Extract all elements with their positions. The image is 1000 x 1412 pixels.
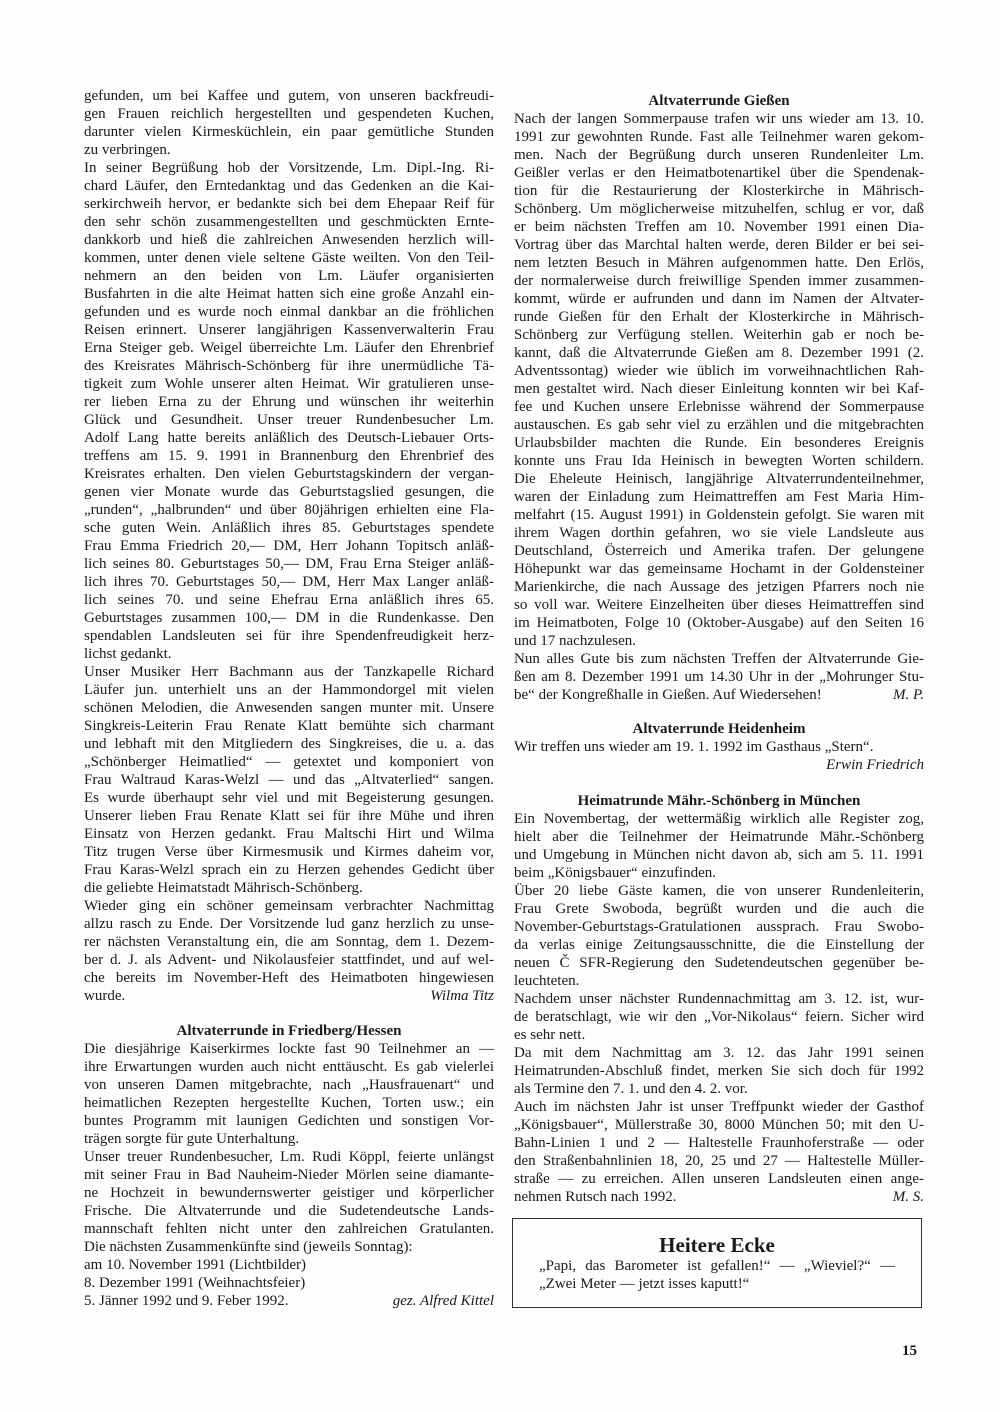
text-line: Busfahrten in die alte Heimat hatten sich eine große Anzahl ein- [84,286,494,302]
paragraph [514,1044,924,1098]
text-line: Geißler verlas er den Heimatbotenartikel über die Spendenak- [514,165,924,181]
text-line: konnte uns Frau Ida Heinisch in bewegten Worten schildern. [514,453,924,469]
box-line: „Papi, das Barometer ist gefallen!“ — „Wieviel?“ — [539,1258,895,1274]
line-text: wurde. [84,988,126,1004]
heitere-ecke-box [512,1218,922,1308]
text-line: kommen, unter denen viele seltene Gäste weilten. Von den Teil- [84,250,494,266]
text-line: mannschaft fehlten nicht unter den zahlreichen Gratulanten. [84,1221,494,1237]
text-line: Geburtstages zusammen 100,— DM in die Rundenkasse. Den [84,610,494,626]
text-line: Singkreis-Leiterin Frau Renate Klatt bemühte sich charmant [84,718,494,734]
text-line: Unser treuer Rundenbesucher, Lm. Rudi Köppl, feierte unlängst [84,1149,494,1165]
text-line: trägen sorgte für gute Unterhaltung. [84,1131,300,1147]
text-line: melfahrt (15. August 1991) in Goldenstein gefolgt. Sie waren mit [514,507,924,523]
text-line: mit seiner Frau in Bad Nauheim-Nieder Mörlen seine diamante- [84,1167,494,1183]
text-line: lichst gedankt. [84,646,172,662]
page-number: 15 [902,1343,917,1359]
text-line: Einsatz von Herzen gedankt. Frau Maltschi Hirt und Wilma [84,826,494,842]
text-line: ne Hochzeit in bewundernswerter geistiger und körperlicher [84,1185,494,1201]
paragraph [84,87,494,159]
text-line: „Schönberger Heimatlied“ — getextet und komponiert von [84,754,494,770]
text-line: des Kreisrates Mährisch-Schönberg für ihre unermüdliche Tä- [84,358,494,374]
text-line: lich ihres 70. Geburtstages 50,— DM, Herr Max Langer anläß- [84,574,494,590]
text-line: Frau Karas-Welzl sprach ein zu Herzen gehendes Gedicht über [84,862,494,878]
text-line: Marienkirche, die nach Aussage des jetzigen Pfarrers noch nie [514,579,924,595]
line-text: be“ der Kongreßhalle in Gießen. Auf Wiedersehen! [514,687,822,703]
text-line: den sehr schön zusammengestellten und geschmückten Ernte- [84,214,494,230]
author-signature: M. P. [893,687,924,703]
line-text: nehmen Rutsch nach 1992. [514,1189,677,1205]
box-title: Heitere Ecke [659,1233,775,1257]
paragraph [514,1098,924,1206]
line-text: 5. Jänner 1992 und 9. Feber 1992. [84,1293,289,1309]
text-line: gefunden und es wurde noch einmal dankbar an die fröhlichen [84,304,494,320]
text-line: men. Nach der Begrüßung durch unseren Rundenleiter Lm. [514,147,924,163]
paragraph [84,1040,494,1148]
text-line: Über 20 liebe Gäste kamen, die von unserer Rundenleiterin, [514,883,924,899]
paragraph [84,897,494,1005]
text-line: so voll war. Weitere Einzelheiten über dieses Heimattreffen sind [514,597,924,613]
text-line: Höhepunkt war das gemeinsame Hochamt in der Goldensteiner [514,561,924,577]
paragraph [84,1274,494,1292]
text-line: und lebhaft mit den Mitgliedern des Singkreises, die u. a. das [84,736,494,752]
text-line: nem letzten Besuch in Mähren aufgenommen hatte. Den Erlös, [514,255,924,271]
text-line: lich seines 70. und seine Ehefrau Erna anläßlich ihres 65. [84,592,494,608]
text-line: er beim nächsten Treffen am 10. November 1991 einen Dia- [514,219,924,235]
paragraph [84,663,494,897]
paragraph [514,990,924,1044]
text-line: von unseren Damen mitgebrachte, nach „Hausfrauenart“ und [84,1077,494,1093]
text-line: Die nächsten Zusammenkünfte sind (jeweils Sonntag): [84,1239,413,1255]
text-line: runde Gießen für den Erhalt der Klosterkirche in Mährisch- [514,309,924,325]
text-line: die geliebte Heimatstadt Mährisch-Schönberg. [84,880,363,896]
text-line [514,686,924,704]
text-line: kannt, daß die Altvaterrunde Gießen am 8. Dezember 1991 (2. [514,345,924,361]
text-line: Die Eheleute Heinisch, langjährige Altvaterrundenteilnehmer, [514,471,924,487]
section-heading: Heimatrunde Mähr.-Schönberg in München [577,793,861,809]
text-line: Bahn-Linien 1 und 2 — Haltestelle Fraunhoferstraße — oder [514,1135,924,1151]
text-line: hielt aber die Teilnehmer der Heimatrunde Mähr.-Schönberg [514,829,924,845]
text-line: rer lieben Erna zu der Ehrung und wünschen ihr weiterhin [84,394,494,410]
text-line: „runden“, „halbrunden“ und über 80jährigen erhielten eine Fla- [84,502,494,518]
section-heading: Altvaterrunde in Friedberg/Hessen [176,1023,402,1039]
section-heading: Altvaterrunde Gießen [648,93,790,109]
text-line: che bereits im November-Heft des Heimatboten hingewiesen [84,970,494,986]
text-line: Unser Musiker Herr Bachmann aus der Tanzkapelle Richard [84,664,494,680]
text-line: serkirchweih hervor, er bedankte sich bei dem Ehepaar Reif für [84,196,494,212]
text-line: In seiner Begrüßung hob der Vorsitzende, Lm. Dipl.-Ing. Ri- [84,160,494,176]
text-line: Urlaubsbilder machten die Runde. Ein besonderes Ereignis [514,435,924,451]
paragraph [514,738,924,756]
text-line: Schönberg zur Verfügung stellen. Weiterhin gab er noch be- [514,327,924,343]
article-section [514,792,924,1206]
article-section [514,720,924,774]
paragraph [514,810,924,882]
paragraph [84,1148,494,1256]
text-line: und Umgebung in München nicht davon ab, sich am 5. 11. 1991 [514,847,924,863]
text-line: Auch im nächsten Jahr ist unser Treffpunkt wieder der Gasthof [514,1099,924,1115]
text-line: Erna Steiger geb. Weigel überreichte Lm. Läufer den Ehrenbrief [84,340,494,356]
text-line: beim „Königsbauer“ einzufinden. [514,865,717,881]
text-line: und 17 nachzulesen. [514,633,637,649]
text-line: Wieder ging ein schöner gemeinsam verbrachter Nachmittag [84,898,494,914]
text-line: Nach der langen Sommerpause trafen wir uns wieder am 13. 10. [514,111,924,127]
author-signature: M. S. [892,1189,924,1205]
text-line: gefunden, um bei Kaffee und gutem, von unseren backfreudi- [84,88,494,104]
text-line: Nun alles Gute bis zum nächsten Treffen der Altvaterrunde Gie- [514,651,924,667]
text-line: straße — zu erreichen. Allen unseren Landsleuten einen ange- [514,1171,924,1187]
text-line: Titz trugen Verse über Kirmesmusik und Kirmes daheim vor, [84,844,494,860]
author-signature: Wilma Titz [430,988,494,1004]
text-line: Adolf Lang hatte bereits anläßlich des Deutsch-Liebauer Orts- [84,430,494,446]
text-line: fee und Kuchen unsere Erlebnisse während der Sommerpause [514,399,924,415]
text-line: Läufer jun. unterhielt uns an der Hammondorgel mit vielen [84,682,494,698]
text-line: Wir treffen uns wieder am 19. 1. 1992 im Gasthaus „Stern“. [514,739,874,755]
text-line: Frau Waltraud Karas-Welzl — und das „Altvaterlied“ sangen. [84,772,494,788]
text-line: am 10. November 1991 (Lichtbilder) [84,1257,307,1273]
article-section [84,1022,494,1310]
text-line: Deutschland, Österreich und Amerika trafen. Der gelungene [514,543,924,559]
text-line: Vortrag über das Marchtal halten werde, deren Bilder er bei sei- [514,237,924,253]
paragraph [84,159,494,663]
text-line: „Königsbauer“, Müllerstraße 30, 8000 München 50; mit den U- [514,1117,924,1133]
text-line: Schönberg. Um möglicherweise mitzuhelfen, schlug er vor, daß [514,201,924,217]
text-line: Die diesjährige Kaiserkirmes lockte fast 90 Teilnehmer an — [84,1041,494,1057]
text-line: im Heimatboten, Folge 10 (Oktober-Ausgabe) auf den Seiten 16 [514,615,924,631]
text-line: allzu rasch zu Ende. Der Vorsitzende lud ganz herzlich zu unse- [84,916,494,932]
text-line: Es wurde überhaupt sehr viel und mit Begeisterung gesungen. [84,790,494,806]
text-line: als Termine den 7. 1. und den 4. 2. vor. [514,1081,748,1097]
article-section [514,92,924,704]
text-line: Unserer lieben Frau Renate Klatt sei für ihre Mühe und ihren [84,808,494,824]
text-line: treffens am 15. 9. 1991 in Brannenburg den Ehrenbrief des [84,448,494,464]
text-line: tigkeit zum Wohle unserer alten Heimat. Wir gratulieren unse- [84,376,494,392]
text-line: genen vier Monate wurde das Geburtstagslied gesungen, die [84,484,494,500]
text-line: de beratschlagt, wie wir den „Vor-Nikolaus“ feiern. Sicher wird [514,1009,924,1025]
text-line: der normalerweise durch freiwillige Spenden immer zusammen- [514,273,924,289]
text-line [84,1292,494,1310]
text-line: heimatlichen Rezepten hergestellte Kuchen, Torten usw.; ein [84,1095,494,1111]
text-line: spendablen Landsleuten sei für ihre Spendenfreudigkeit herz- [84,628,494,644]
text-line: rer nächsten Veranstaltung ein, die am Sonntag, dem 1. Dezem- [84,934,494,950]
text-line: nehmern an den beiden von Lm. Läufer organisierten [84,268,494,284]
text-line: Reisen erinnert. Unserer langjährigen Kassenverwalterin Frau [84,322,494,338]
text-line: da verlas einige Zeitungsausschnitte, die die Einstellung der [514,937,924,953]
text-line [84,987,494,1005]
text-line: waren der Einladung zum Heimattreffen am Fest Maria Him- [514,489,924,505]
text-line: Nachdem unser nächster Rundennachmittag am 3. 12. ist, wur- [514,991,924,1007]
paragraph [514,882,924,990]
author-signature: Erwin Friedrich [826,757,924,773]
text-line: es sehr nett. [514,1027,586,1043]
text-line: men gestaltet wird. Nach dieser Einleitung konnten wir bei Kaf- [514,381,924,397]
text-line: zu verbringen. [84,142,171,158]
paragraph [514,110,924,650]
text-line: 1991 zur gewohnten Runde. Fast alle Teilnehmer waren gekom- [514,129,924,145]
paragraph [514,650,924,704]
author-signature: gez. Alfred Kittel [392,1293,494,1309]
text-line: Adventssontag) wieder wie üblich im vorweihnachtlichen Rah- [514,363,924,379]
text-line: ßen am 8. Dezember 1991 um 14.30 Uhr in der „Mohrunger Stu- [514,669,924,685]
text-line: Heimatrunden-Abschluß findet, merken Sie sich doch für 1992 [514,1063,924,1079]
text-line: November-Geburtstags-Gratulationen aussprach. Frau Swobo- [514,919,924,935]
text-line: Frau Grete Swoboda, begrüßt wurden und die auch die [514,901,924,917]
text-line: darunter vielen Kirmesküchlein, ein paar gemütliche Stunden [84,124,494,140]
text-line [514,1188,924,1206]
box-line: „Zwei Meter — jetzt isses kaputt!“ [539,1276,750,1292]
text-line: ber d. J. als Advent- und Nikolausfeier stattfindet, und auf wel- [84,952,494,968]
text-line: leuchteten. [514,973,580,989]
text-line: tion für die Restaurierung der Klosterkirche in Mährisch- [514,183,924,199]
section-heading: Altvaterrunde Heidenheim [632,721,806,737]
text-line: kommt, würde er aufrunden und dann im Namen der Altvater- [514,291,924,307]
text-line: schönen Melodien, die Anwesenden sangen munter mit. Unsere [84,700,494,716]
article-section [84,87,494,1005]
text-line: 8. Dezember 1991 (Weihnachtsfeier) [84,1275,306,1291]
text-line: den Straßenbahnlinien 18, 20, 25 und 27 — Haltestelle Müller- [514,1153,924,1169]
text-line: Da mit dem Nachmittag am 3. 12. das Jahr 1991 seinen [514,1045,924,1061]
text-line: neuen Č SFR-Regierung den Sudetendeutschen gegenüber be- [514,955,924,971]
text-line: buntes Programm mit launigen Gedichten und sonstigen Vor- [84,1113,494,1129]
text-line: Glück und Gesundheit. Unser treuer Rundenbesucher Lm. [84,412,494,428]
text-line: lich seines 80. Geburtstages 50,— DM, Frau Erna Steiger anläß- [84,556,494,572]
paragraph [84,1256,494,1274]
text-line: ihrem Wagen dorthin gefahren, wo sie viele Landsleute aus [514,525,924,541]
paragraph [84,1292,494,1310]
text-line: dankkorb und hieß die zahlreichen Anwesenden herzlich will- [84,232,494,248]
text-line: chard Läufer, den Erntedanktag und das Gedenken an die Kai- [84,178,494,194]
text-line: Ein Novembertag, der wettermäßig wirklich alle Register zog, [514,811,924,827]
text-line: austauschen. Es gab sehr viel zu erzählen und die mitgebrachten [514,417,924,433]
text-line: sche guten Wein. Anläßlich ihres 85. Geburtstages spendete [84,520,494,536]
text-line: Frau Emma Friedrich 20,— DM, Herr Johann Topitsch anläß- [84,538,494,554]
text-line: ihre Erwartungen wurden auch nicht enttäuscht. Es gab vielerlei [84,1059,494,1075]
text-line: gen Frauen reichlich hergestellten und gespendeten Kuchen, [84,106,494,122]
text-line: Kreisrates erhalten. Den vielen Geburtstagskindern der vergan- [84,466,494,482]
text-line: Frische. Die Altvaterrunde und die Sudetendeutsche Lands- [84,1203,494,1219]
